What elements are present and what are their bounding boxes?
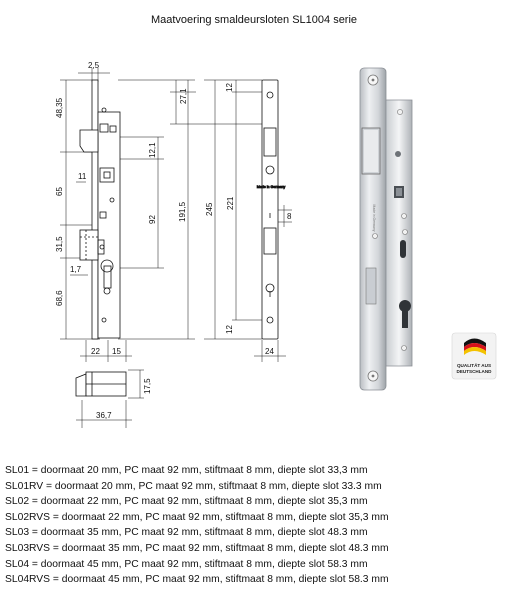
dim-36-7: 36,7 <box>96 411 112 420</box>
dim-17-5: 17,5 <box>143 378 152 394</box>
dim-12-bottom: 12 <box>225 325 234 334</box>
dim-2-5: 2,5 <box>88 61 100 70</box>
side-view <box>60 68 195 362</box>
lock-product-photo <box>360 68 412 390</box>
spec-item: SL03RVS = doormaat 35 mm, PC maat 92 mm, stiftmaat 8 mm, diepte slot 48.3 mm <box>5 542 389 554</box>
dim-92: 92 <box>148 215 157 224</box>
dim-24: 24 <box>265 347 274 356</box>
dim-1-7: 1,7 <box>70 265 82 274</box>
dim-22: 22 <box>91 347 100 356</box>
spec-item: SL02RVS = doormaat 22 mm, PC maat 92 mm, stiftmaat 8 mm, diepte slot 35,3 mm <box>5 511 389 523</box>
diagram-title: Maatvoering smaldeursloten SL1004 serie <box>150 14 358 26</box>
spec-list <box>5 463 505 588</box>
spec-item: SL02 = doormaat 22 mm, PC maat 92 mm, stiftmaat 8 mm, diepte slot 35,3 mm <box>5 496 368 508</box>
dim-221: 221 <box>226 196 235 210</box>
spec-item: SL04 = doormaat 45 mm, PC maat 92 mm, stiftmaat 8 mm, diepte slot 58.3 mm <box>5 558 368 570</box>
dim-31-5: 31,5 <box>55 236 64 252</box>
dim-12-top: 12 <box>225 83 234 92</box>
dim-191-5: 191,5 <box>178 201 187 222</box>
badge-line-2: DEUTSCHLAND <box>456 369 492 374</box>
quality-badge <box>452 333 496 379</box>
dim-8: 8 <box>287 212 292 221</box>
dim-245: 245 <box>205 202 214 216</box>
front-view <box>170 80 292 362</box>
badge-line-1: QUALITÄT AUS <box>456 363 492 368</box>
dim-12-1: 12,1 <box>148 142 157 158</box>
spec-item: SL04RVS = doormaat 45 mm, PC maat 92 mm, stiftmaat 8 mm, diepte slot 58.3 mm <box>5 574 389 586</box>
dim-65: 65 <box>55 187 64 196</box>
dim-68-6: 68,6 <box>55 290 64 306</box>
spec-item: SL01RV = doormaat 20 mm, PC maat 92 mm, stiftmaat 8 mm, diepte slot 33.3 mm <box>5 480 382 492</box>
dim-15: 15 <box>112 347 121 356</box>
dim-48-35: 48,35 <box>55 97 64 118</box>
made-in-germany-label: Made in Germany <box>256 185 286 189</box>
svg-text:Made in Germany: Made in Germany <box>372 204 376 232</box>
dim-27-1: 27,1 <box>179 88 188 104</box>
dim-11: 11 <box>78 172 87 181</box>
spec-item: SL01 = doormaat 20 mm, PC maat 92 mm, stiftmaat 8 mm, diepte slot 33,3 mm <box>5 465 368 476</box>
spec-item: SL03 = doormaat 35 mm, PC maat 92 mm, stiftmaat 8 mm, diepte slot 48.3 mm <box>5 527 368 539</box>
